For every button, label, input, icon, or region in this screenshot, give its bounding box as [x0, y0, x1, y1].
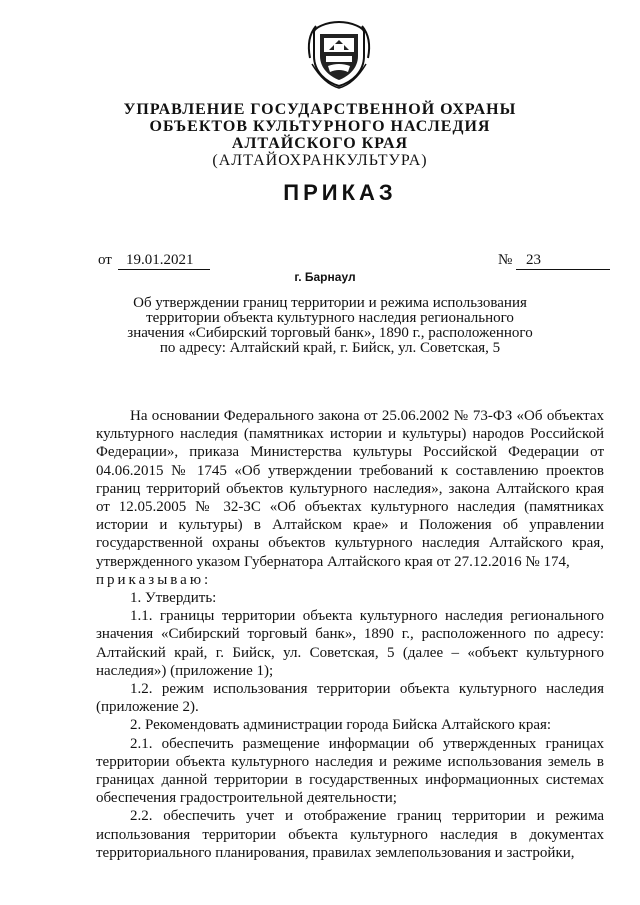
paragraph-2-2: 2.2. обеспечить учет и отображение границ территории и режима использования территории объекта культурного наследия в документах территориального планирования, правилах землепользования и застройки,: [96, 808, 604, 861]
subject-line-3: значения «Сибирский торговый банк», 1890 г., расположенного: [127, 325, 533, 341]
city: г. Барнаул: [294, 270, 356, 284]
number-label: №: [498, 252, 513, 268]
document-date: 19.01.2021: [118, 252, 210, 270]
subject-line-1: Об утверждении границ территории и режима использования: [133, 295, 527, 311]
subject-line-2: территории объекта культурного наследия регионального: [146, 310, 514, 326]
preamble: На основании Федерального закона от 25.06.2002 № 73-ФЗ «Об объектах культурного наследия (памятниках истории и культуры) народов Российской Федерации», приказа Министерства культуры Российской Федерации от 04.06.2015 № 1745 «Об утверждении требований к составлению проектов границ территорий объектов культурного наследия», закона Алтайского края от 12.05.2005 № 32-ЗС «Об объектах культурного наследия (памятниках истории и культуры) в Алтайском крае» и Положения об управлении государственной охраны объектов культурного наследия Алтайского края, утвержденного указом Губернатора Алтайского края от 27.12.2016 № 174,: [96, 408, 604, 570]
paragraph-2-1: 2.1. обеспечить размещение информации об утвержденных границах территории объекта культурного наследия и режиме использования земель в границах данной территории в государственных информационных системах обеспечения градостроительной деятельности;: [96, 735, 604, 807]
paragraph-1-2: 1.2. режим использования территории объекта культурного наследия (приложение 2).: [96, 681, 604, 716]
document-title: ПРИКАЗ: [283, 180, 397, 205]
order-word: приказываю:: [96, 571, 212, 588]
document-body: [96, 407, 604, 862]
paragraph-2: 2. Рекомендовать администрации города Бийска Алтайского края:: [130, 717, 552, 734]
altai-krai-emblem: [304, 18, 374, 90]
document-number: 23: [516, 252, 610, 270]
org-short-name: (АЛТАЙОХРАНКУЛЬТУРА): [212, 152, 428, 169]
org-name-line-1: УПРАВЛЕНИЕ ГОСУДАРСТВЕННОЙ ОХРАНЫ: [123, 101, 517, 118]
org-name-line-3: АЛТАЙСКОГО КРАЯ: [231, 135, 409, 152]
paragraph-1-1: 1.1. границы территории объекта культурного наследия регионального значения «Сибирский торговый банк», 1890 г., расположенного по адресу: Алтайский край, г. Бийск, ул. Советская, 5 (далее – «объект культурного наследия») (приложение 1);: [96, 608, 604, 679]
paragraph-1: 1. Утвердить:: [130, 590, 217, 607]
date-label: от: [98, 252, 112, 268]
subject-line-4: по адресу: Алтайский край, г. Бийск, ул. Советская, 5: [159, 340, 501, 356]
org-name-line-2: ОБЪЕКТОВ КУЛЬТУРНОГО НАСЛЕДИЯ: [149, 118, 491, 135]
document-subject: [110, 296, 550, 356]
